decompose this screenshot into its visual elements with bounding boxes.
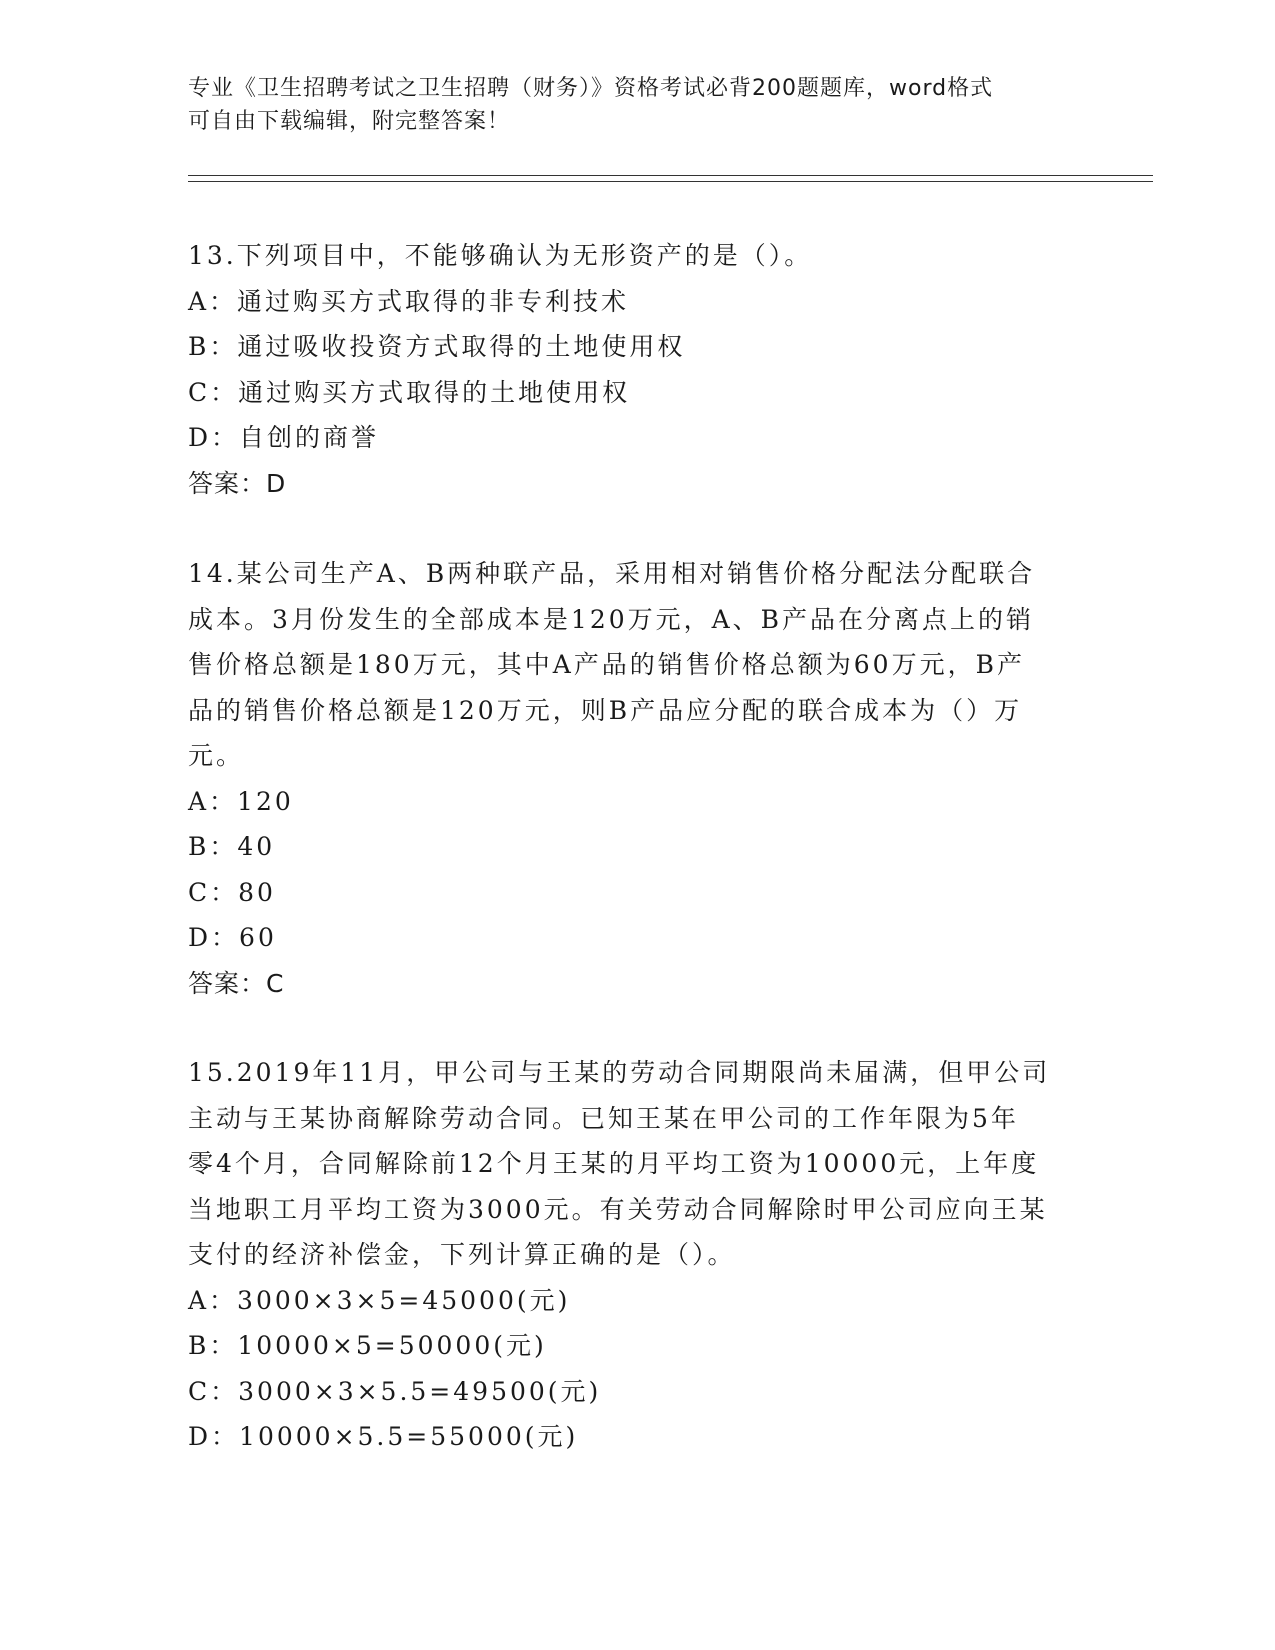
option-b: B：10000×5=50000(元) <box>188 1331 547 1360</box>
stem-line: 支付的经济补偿金，下列计算正确的是（）。 <box>188 1240 736 1269</box>
header-line: 可自由下载编辑，附完整答案！ <box>188 109 511 134</box>
option-b: B：通过吸收投资方式取得的土地使用权 <box>188 332 686 361</box>
question-13 <box>188 233 1088 506</box>
stem-line: 主动与王某协商解除劳动合同。已知王某在甲公司的工作年限为5年 <box>188 1103 1019 1133</box>
option-c: C：通过购买方式取得的土地使用权 <box>188 377 631 407</box>
document-header <box>188 72 1088 138</box>
question-stem <box>188 1050 1088 1278</box>
option-a: A：120 <box>188 786 294 816</box>
stem-line: 成本。3月份发生的全部成本是120万元，A、B产品在分离点上的销 <box>188 604 1035 634</box>
question-stem <box>188 233 1088 279</box>
stem-line: 品的销售价格总额是120万元，则B产品应分配的联合成本为（）万 <box>188 695 1023 725</box>
stem-line: 13.下列项目中，不能够确认为无形资产的是（）。 <box>188 241 813 270</box>
stem-line: 当地职工月平均工资为3000元。有关劳动合同解除时甲公司应向王某 <box>188 1194 1048 1224</box>
question-14 <box>188 551 1088 1006</box>
stem-line: 售价格总额是180万元，其中A产品的销售价格总额为60万元，B产 <box>188 650 1025 679</box>
option-c: C：3000×3×5.5=49500(元) <box>188 1376 602 1406</box>
option-d: D：10000×5.5=55000(元) <box>188 1422 579 1451</box>
header-divider <box>188 175 1153 176</box>
answer: 答案：C <box>188 968 285 998</box>
header-divider <box>188 181 1153 182</box>
option-c: C：80 <box>188 877 276 907</box>
option-a: A：3000×3×5=45000(元) <box>188 1285 571 1315</box>
stem-line: 14.某公司生产A、B两种联产品，采用相对销售价格分配法分配联合 <box>188 559 1036 588</box>
option-d: D：60 <box>188 923 277 952</box>
question-stem <box>188 551 1088 779</box>
stem-line: 元。 <box>188 741 245 770</box>
option-d: D：自创的商誉 <box>188 423 380 452</box>
stem-line: 零4个月，合同解除前12个月王某的月平均工资为10000元，上年度 <box>188 1149 1040 1178</box>
answer: 答案：D <box>188 468 287 498</box>
option-a: A：通过购买方式取得的非专利技术 <box>188 286 630 316</box>
stem-line: 15.2019年11月，甲公司与王某的劳动合同期限尚未届满，但甲公司 <box>188 1058 1051 1087</box>
question-15 <box>188 1050 1088 1460</box>
option-b: B：40 <box>188 832 276 861</box>
header-line: 专业《卫生招聘考试之卫生招聘（财务）》资格考试必背200题题库，word格式 <box>188 76 994 101</box>
